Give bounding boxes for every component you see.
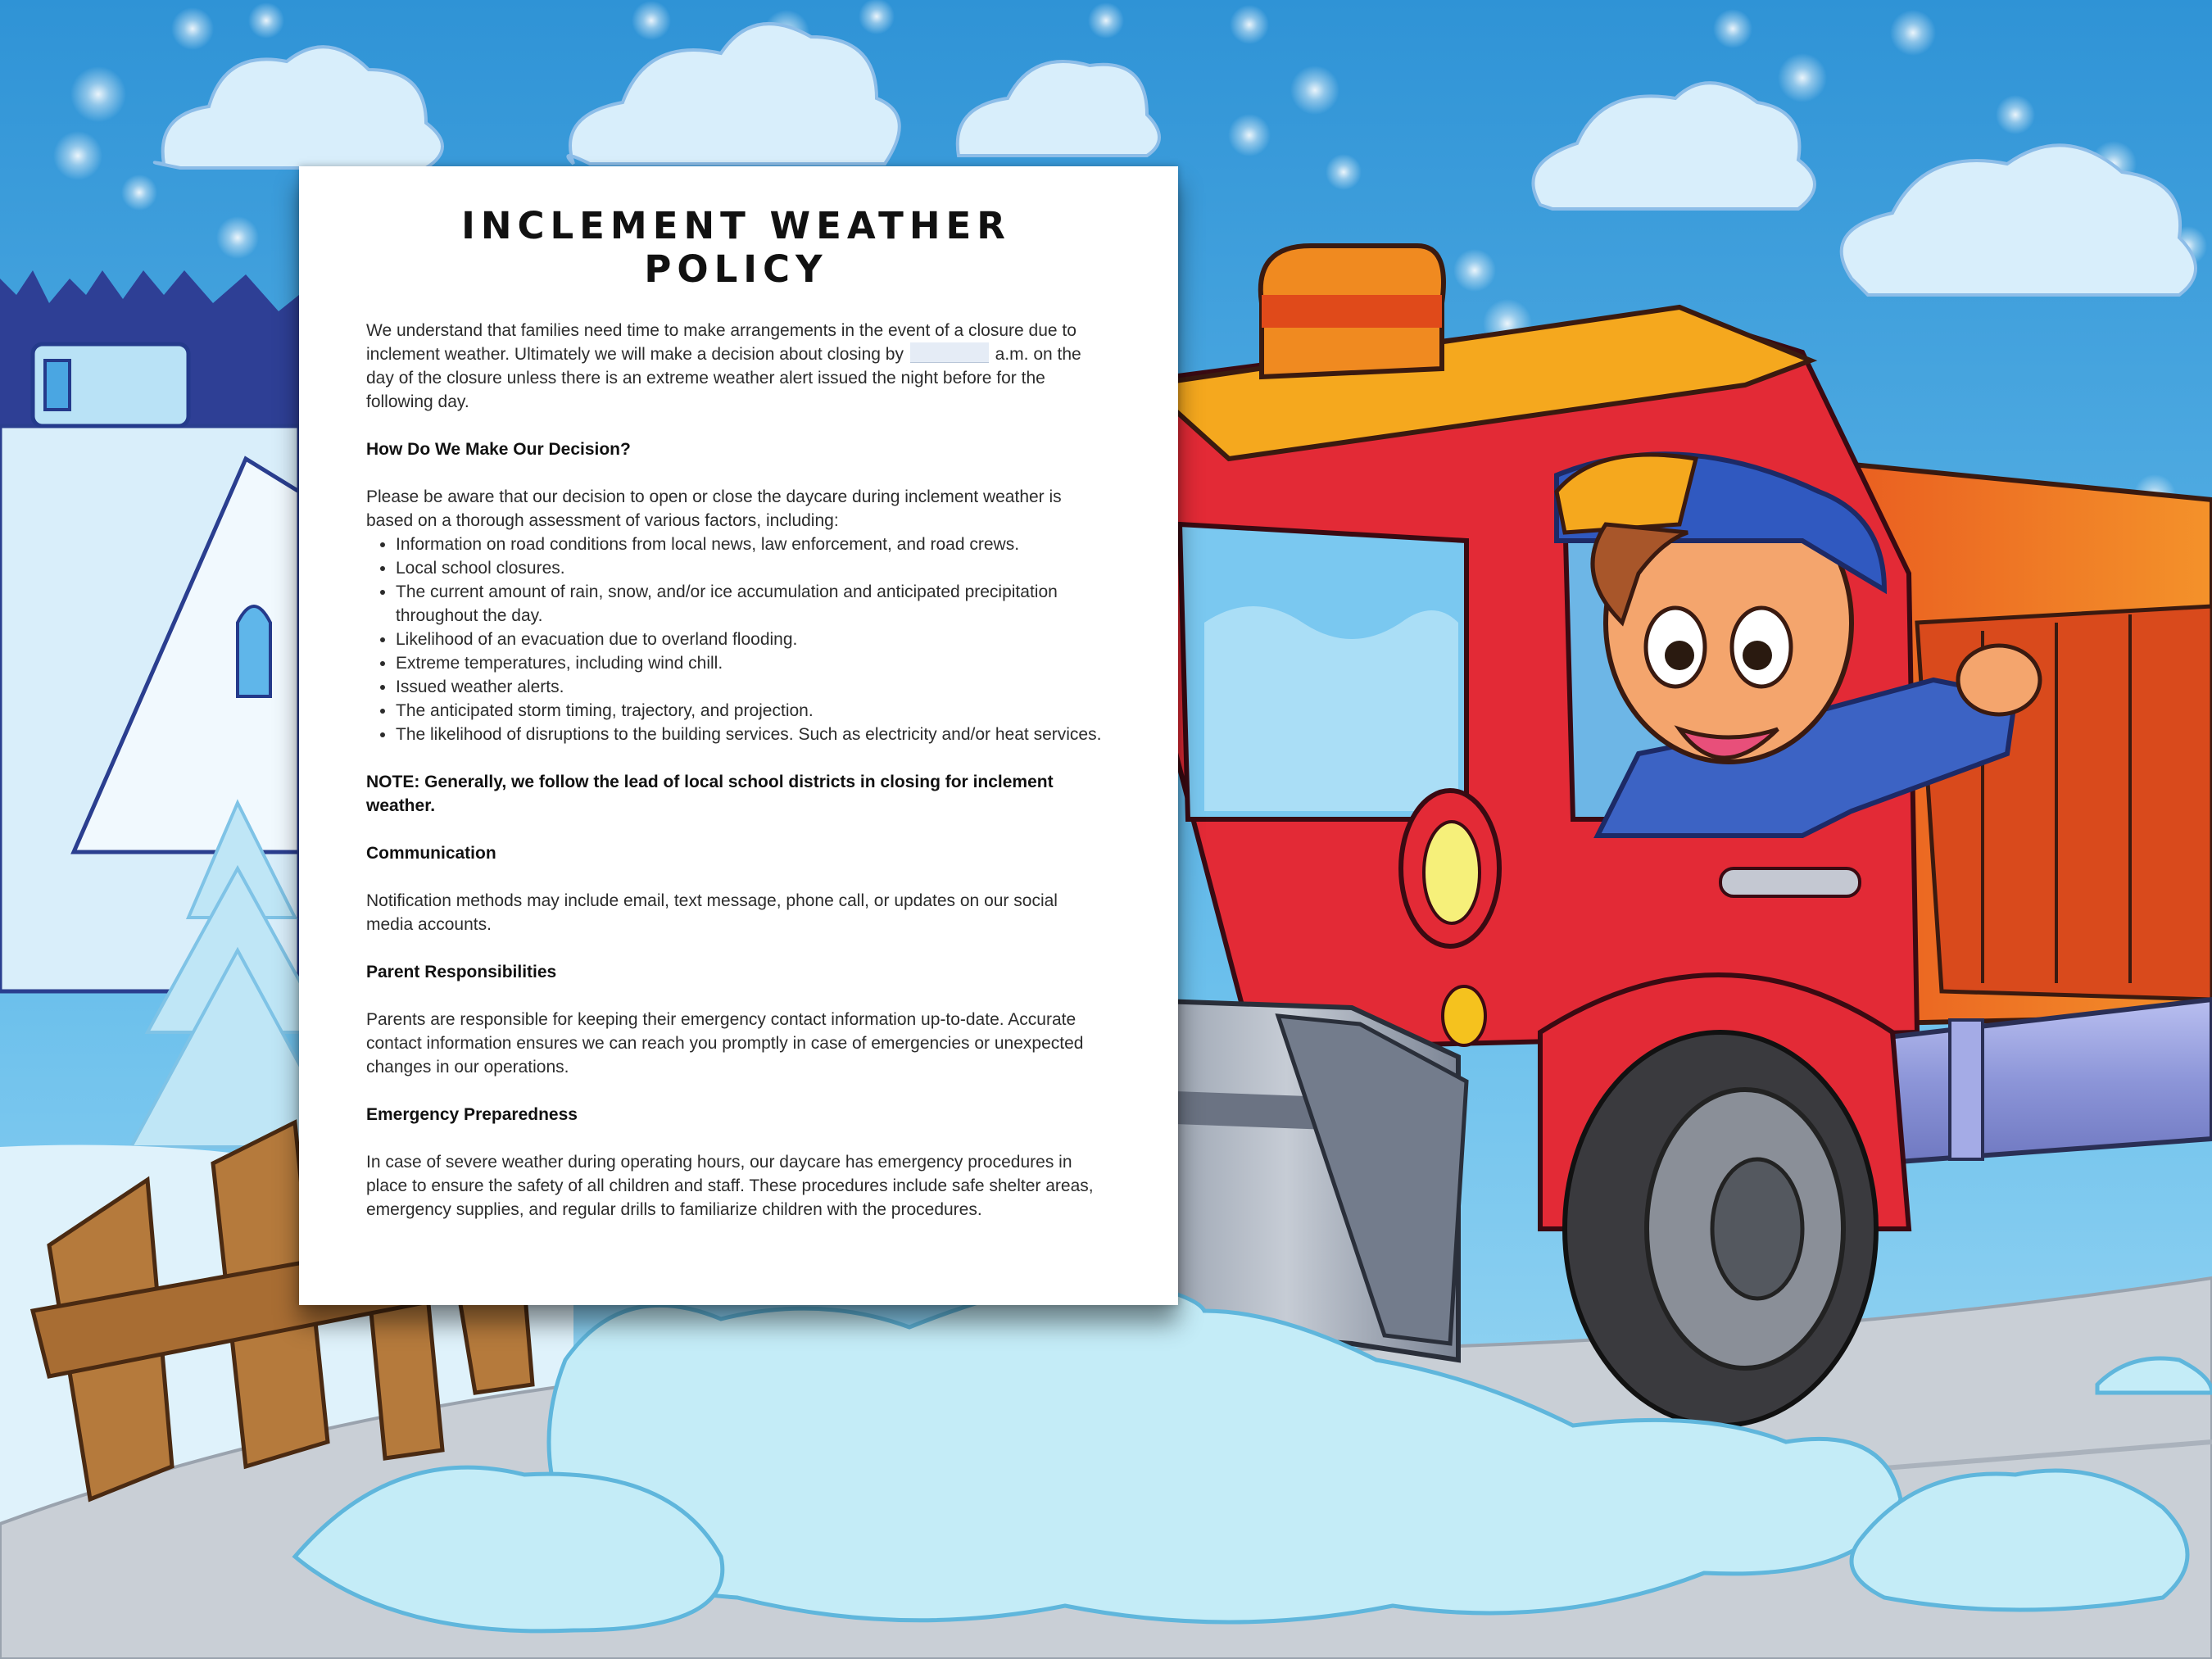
communication-paragraph: Notification methods may include email, text message, phone call, or updates on our social media accounts.: [366, 891, 1058, 934]
decision-heading: How Do We Make Our Decision?: [366, 440, 631, 459]
list-item: • Information on road conditions from local news, law enforcement, and road crews.: [396, 533, 1106, 556]
intro-paragraph: [366, 319, 1106, 414]
intro-text-before-blank: We understand that families need time to make arrangements in the event of a closure due to inclement weather. Ultimately we will make a decision about closing by: [366, 321, 1077, 364]
list-item: • Likelihood of an evacuation due to overland flooding.: [396, 628, 1106, 651]
school-district-note: NOTE: Generally, we follow the lead of local school districts in closing for inclement weather.: [366, 773, 1054, 815]
decision-paragraph: Please be aware that our decision to open or close the daycare during inclement weather is based on a thorough assessment of various factors, including:: [366, 487, 1062, 530]
document-title: INCLEMENT WEATHER POLICY: [461, 204, 1011, 291]
communication-heading: Communication: [366, 844, 496, 863]
list-item: • Extreme temperatures, including wind chill.: [396, 651, 1106, 675]
decision-factors-list: [366, 533, 1106, 746]
policy-document-page: [299, 166, 1178, 1305]
list-item: • The likelihood of disruptions to the building services. Such as electricity and/or heat services.: [396, 723, 1106, 746]
parent-responsibilities-heading: Parent Responsibilities: [366, 963, 557, 981]
list-item: • Local school closures.: [396, 556, 1106, 580]
intro-text-after-blank: a.m. on the day of the closure unless there is an extreme weather alert issued the night before for the following day.: [366, 345, 1081, 411]
closing-time-blank-field[interactable]: [910, 342, 989, 363]
list-item: • The current amount of rain, snow, and/or ice accumulation and anticipated precipitation throughout the day.: [396, 580, 1106, 628]
emergency-preparedness-paragraph: In case of severe weather during operating hours, our daycare has emergency procedures in place to ensure the safety of all children and staff. These procedures include safe shelter areas, emergency supplies, and regular drills to familiarize children with the procedures.: [366, 1153, 1094, 1219]
list-item: • Issued weather alerts.: [396, 675, 1106, 699]
list-item: • The anticipated storm timing, trajectory, and projection.: [396, 699, 1106, 723]
parent-responsibilities-paragraph: Parents are responsible for keeping their emergency contact information up-to-date. Accurate contact information ensures we can reach you promptly in case of emergencies or unexpected changes in our operations.: [366, 1010, 1084, 1077]
emergency-preparedness-heading: Emergency Preparedness: [366, 1105, 578, 1124]
